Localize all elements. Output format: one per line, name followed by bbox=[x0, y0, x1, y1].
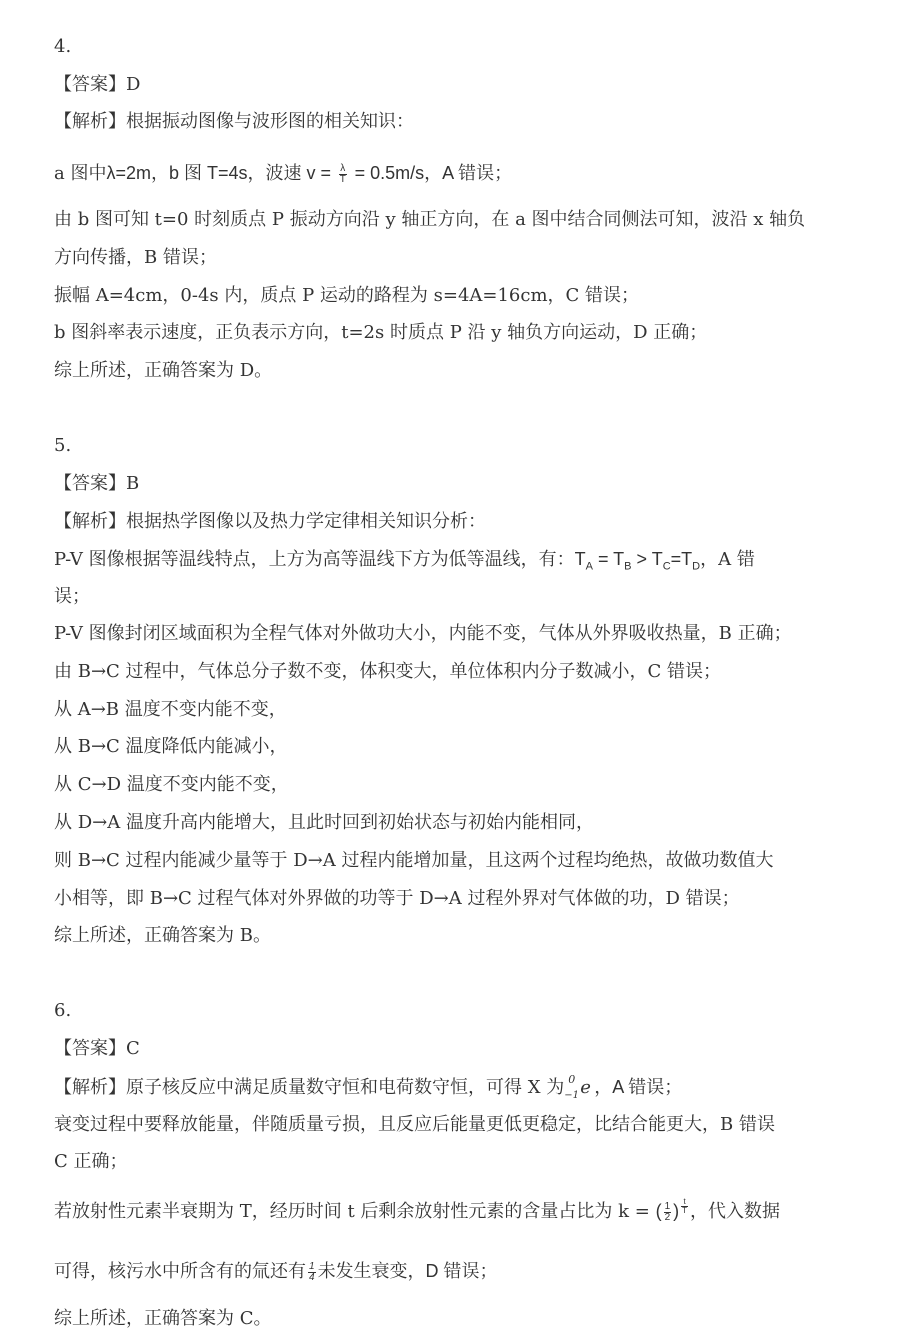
q5-line3: 由 B→C 过程中，气体总分子数不变，体积变大，单位体积内分子数减小，C 错误； bbox=[54, 661, 722, 682]
q4-frac-den: T bbox=[339, 173, 346, 185]
q6-line1 bbox=[54, 1074, 858, 1101]
q5-number: 5. bbox=[54, 435, 72, 456]
q5-line4: 从 A→B 温度不变内能不变， bbox=[54, 699, 287, 720]
q6-electron-symbol: 0 −1 e bbox=[564, 1073, 591, 1101]
q4-analysis-intro: 【解析】根据振动图像与波形图的相关知识： bbox=[54, 111, 414, 132]
q5-line6: 从 C→D 温度不变内能不变， bbox=[54, 774, 289, 795]
q6-line4-pre: 可得，核污水中所含有的氚还有 bbox=[54, 1261, 306, 1282]
q6-line4-post: 未发生衰变，D 错误； bbox=[317, 1261, 498, 1281]
q5-line5: 从 B→C 温度降低内能减小， bbox=[54, 736, 288, 757]
q6-line3-post: ，代入数据 bbox=[690, 1201, 781, 1222]
q4-answer: 【答案】D bbox=[54, 74, 141, 95]
q4-line1-lambda: λ=2m，b 图 T=4s，波速 v = bbox=[106, 163, 332, 183]
q6-line2a: 衰变过程中要释放能量，伴随质量亏损，且反应后能量更低更稳定，比结合能更大，B 错误 bbox=[54, 1114, 775, 1135]
q5-line1a bbox=[54, 546, 858, 580]
q5-line7: 从 D→A 温度升高内能增大，且此时回到初始状态与初始内能相同， bbox=[54, 812, 594, 833]
q4-wave-fraction bbox=[339, 164, 347, 185]
q4-frac-num: λ bbox=[340, 162, 346, 174]
q6-line2b: C 正确； bbox=[54, 1151, 128, 1172]
q5-line8b: 小相等，即 B→C 过程气体对外界做的功等于 D→A 过程外界对气体做的功，D 错误； bbox=[54, 888, 740, 909]
q4-line4: b 图斜率表示速度，正负表示方向，t=2s 时质点 P 沿 y 轴负方向运动，D 正确； bbox=[54, 322, 708, 343]
q4-number: 4. bbox=[54, 36, 72, 57]
q6-line1-post: ，A 错误； bbox=[594, 1077, 683, 1097]
q4-line3: 振幅 A=4cm，0-4s 内，质点 P 运动的路程为 s=4A=16cm，C 错误； bbox=[54, 285, 640, 306]
q6-quarter-fraction: $\frac{1}{4}$ bbox=[309, 1260, 315, 1283]
q6-answer: 【答案】C bbox=[54, 1038, 140, 1059]
q6-line3-pre: 若放射性元素半衰期为 T，经历时间 t 后剩余放射性元素的含量占比为 k = bbox=[54, 1201, 650, 1222]
q5-line1b: 误； bbox=[54, 586, 90, 607]
q4-line1-post: = 0.5m/s，A 错误； bbox=[354, 163, 513, 183]
q6-number: 6. bbox=[54, 1000, 72, 1021]
q6-line3 bbox=[54, 1198, 858, 1225]
q4-line1-pre: a 图中 bbox=[54, 163, 107, 184]
q5-line2: P-V 图像封闭区域面积为全程气体对外做功大小，内能不变，气体从外界吸收热量，B 正确； bbox=[54, 623, 792, 644]
q5-line1a-pre: P-V 图像根据等温线特点，上方为高等温线下方为低等温线，有： bbox=[54, 549, 575, 570]
q4-summary: 综上所述，正确答案为 D。 bbox=[54, 360, 273, 381]
q5-line8a: 则 B→C 过程内能减少量等于 D→A 过程内能增加量，且这两个过程均绝热，故做功数值大 bbox=[54, 850, 774, 871]
q5-line1a-post: ，A 错 bbox=[700, 549, 755, 570]
q5-temperature-relation: $T_A = T_B > T_C=T_D$ bbox=[574, 549, 701, 573]
q5-analysis-intro: 【解析】根据热学图像以及热力学定律相关知识分析： bbox=[54, 511, 486, 532]
q6-half-life-expression: ( $\frac{1}{2}$ ) $\frac{t}{T}$ bbox=[655, 1197, 688, 1223]
q6-line4 bbox=[54, 1258, 858, 1285]
q5-answer: 【答案】B bbox=[54, 473, 140, 494]
q5-summary: 综上所述，正确答案为 B。 bbox=[54, 925, 271, 946]
q4-line2a: 由 b 图可知 t=0 时刻质点 P 振动方向沿 y 轴正方向，在 a 图中结合同侧法可知，波沿 x 轴负 bbox=[54, 209, 806, 230]
q6-summary: 综上所述，正确答案为 C。 bbox=[54, 1308, 272, 1329]
q6-line1-pre: 【解析】原子核反应中满足质量数守恒和电荷数守恒，可得 X 为 bbox=[54, 1077, 565, 1098]
q4-line1 bbox=[54, 160, 858, 187]
q4-line2b: 方向传播，B 错误； bbox=[54, 247, 217, 268]
